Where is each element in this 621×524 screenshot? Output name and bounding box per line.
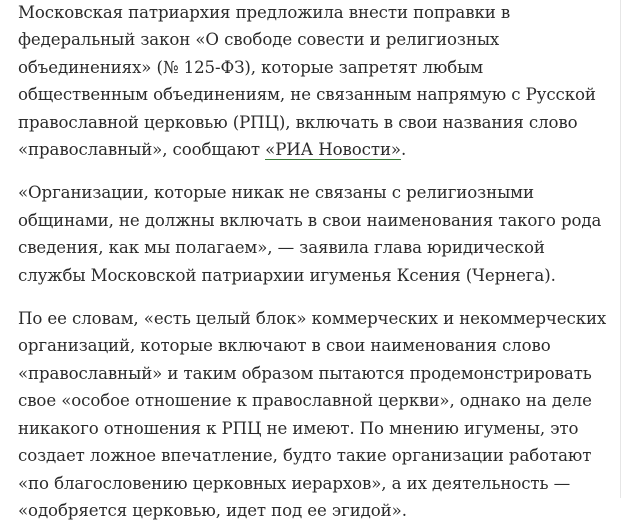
text-line: свое «особое отношение к православной церкви», однако на деле: [18, 391, 592, 411]
paragraph-2: [18, 179, 618, 289]
text-line: сведения, как мы полагаем», — заявила глава юридической: [18, 238, 545, 258]
text-fragment: «православный», сообщают: [18, 140, 266, 160]
ria-news-link[interactable]: «РИА Новости»: [265, 140, 401, 160]
text-line: службы Московской патриархии игуменья Ксения (Чернега).: [18, 265, 556, 285]
text-line: «Организации, которые никак не связаны с религиозными: [18, 183, 534, 203]
text-line: Московская патриархия предложила внести поправки в: [18, 3, 511, 22]
text-line-with-link: [18, 136, 618, 163]
text-line: «одобряется церковью, идет под ее эгидой».: [18, 500, 407, 520]
text-line: создает ложное впечатление, будто такие организации работают: [18, 446, 592, 466]
text-line: общинами, не должны включать в свои наименования такого рода: [18, 210, 602, 230]
article-body: [18, 0, 618, 524]
text-fragment: .: [400, 140, 407, 160]
text-line: «православный» и таким образом пытаются продемонстрировать: [18, 363, 592, 383]
paragraph-1: [18, 0, 618, 163]
text-line: федеральный закон «О свободе совести и религиозных: [18, 30, 500, 50]
paragraph-3: [18, 305, 618, 524]
text-line: «по благословению церковных иерархов», а их деятельность —: [18, 473, 571, 493]
text-line: никакого отношения к РПЦ не имеют. По мнению игумены, это: [18, 418, 579, 438]
text-line: По ее словам, «есть целый блок» коммерческих и некоммерческих: [18, 309, 607, 329]
text-line: организаций, которые включают в свои наименования слово: [18, 336, 551, 356]
text-line: православной церковью (РПЦ), включать в свои названия слово: [18, 112, 578, 132]
text-line: общественным объединениям, не связанным напрямую с Русской: [18, 85, 596, 105]
text-line: объединениях» (№ 125-ФЗ), которые запретят любым: [18, 57, 484, 77]
